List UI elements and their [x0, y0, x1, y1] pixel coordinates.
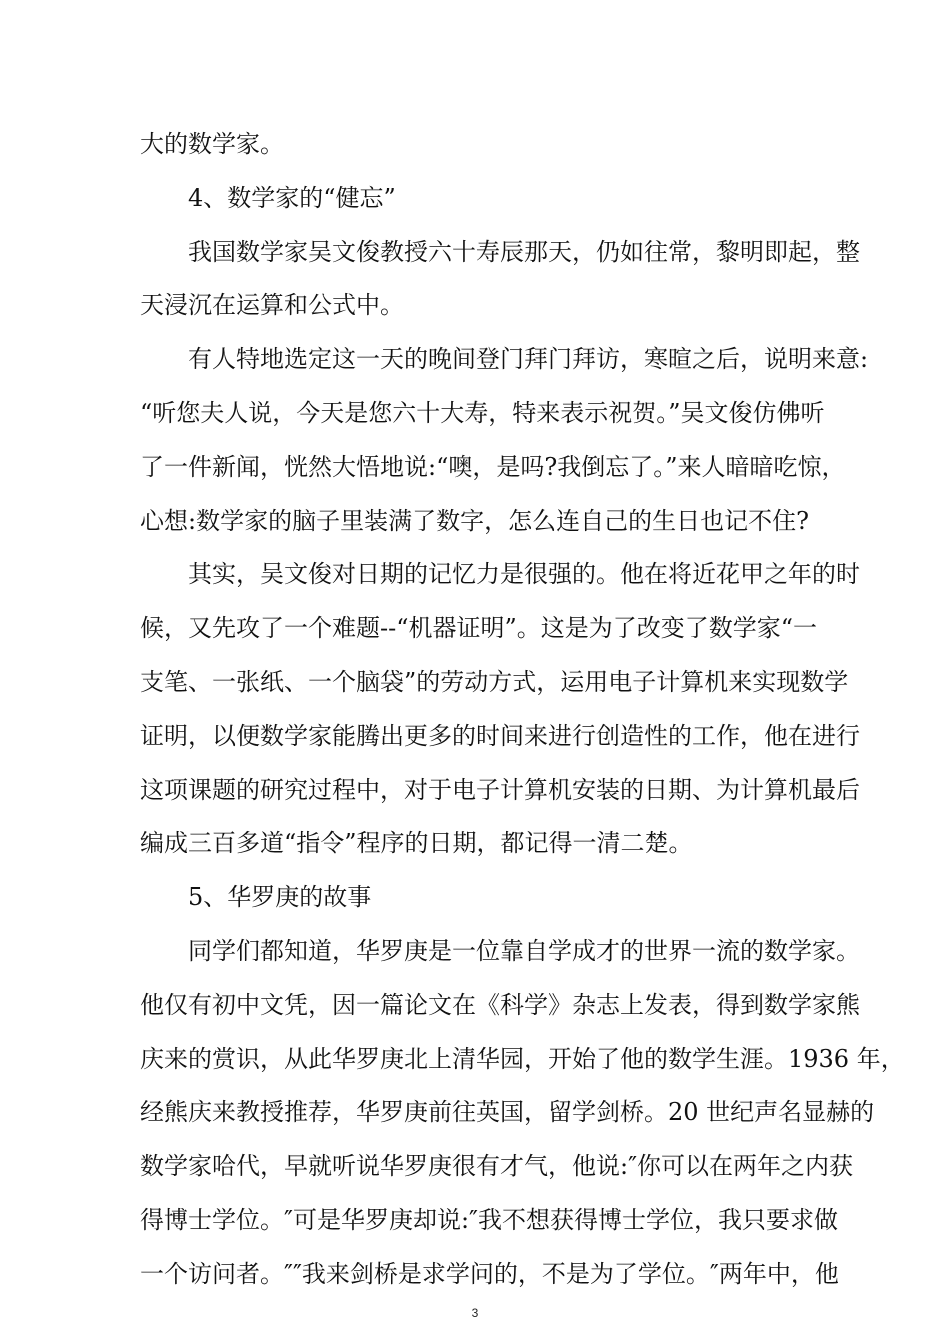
- body-line: 大的数学家。: [140, 130, 284, 158]
- section-heading: 4、数学家的“健忘”: [188, 184, 396, 212]
- body-line: 心想:数学家的脑子里装满了数字，怎么连自己的生日也记不住?: [140, 507, 809, 535]
- body-line: 这项课题的研究过程中，对于电子计算机安装的日期、为计算机最后: [140, 776, 860, 804]
- body-line: 庆来的赏识，从此华罗庚北上清华园，开始了他的数学生涯。1936 年，: [140, 1045, 905, 1073]
- body-line: 经熊庆来教授推荐，华罗庚前往英国，留学剑桥。20 世纪声名显赫的: [140, 1098, 875, 1126]
- body-line: 我国数学家吴文俊教授六十寿辰那天，仍如往常，黎明即起，整: [188, 238, 860, 266]
- section-heading: 5、华罗庚的故事: [188, 883, 372, 911]
- page-number: 3: [471, 1306, 479, 1320]
- body-line: 了一件新闻，恍然大悟地说:“噢，是吗?我倒忘了。”来人暗暗吃惊，: [140, 453, 846, 481]
- body-line: 同学们都知道，华罗庚是一位靠自学成才的世界一流的数学家。: [188, 937, 860, 965]
- body-line: 编成三百多道“指令”程序的日期，都记得一清二楚。: [140, 829, 693, 857]
- body-line: “听您夫人说，今天是您六十大寿，特来表示祝贺。”吴文俊仿佛听: [140, 399, 825, 427]
- body-line: 证明，以便数学家能腾出更多的时间来进行创造性的工作，他在进行: [140, 722, 860, 750]
- body-line: 天浸沉在运算和公式中。: [140, 291, 404, 319]
- body-line: 有人特地选定这一天的晚间登门拜门拜访，寒暄之后，说明来意:: [188, 345, 869, 373]
- body-line: 他仅有初中文凭，因一篇论文在《科学》杂志上发表，得到数学家熊: [140, 991, 860, 1019]
- body-line: 得博士学位。″可是华罗庚却说:″我不想获得博士学位，我只要求做: [140, 1206, 839, 1234]
- body-line: 数学家哈代，早就听说华罗庚很有才气，他说:″你可以在两年之内获: [140, 1152, 854, 1180]
- body-line: 候，又先攻了一个难题--“机器证明”。这是为了改变了数学家“一: [140, 614, 818, 642]
- body-line: 其实，吴文俊对日期的记忆力是很强的。他在将近花甲之年的时: [188, 560, 860, 588]
- body-line: 支笔、一张纸、一个脑袋”的劳动方式，运用电子计算机来实现数学: [140, 668, 849, 696]
- body-line: 一个访问者。″″我来剑桥是求学问的，不是为了学位。″两年中，他: [140, 1260, 839, 1288]
